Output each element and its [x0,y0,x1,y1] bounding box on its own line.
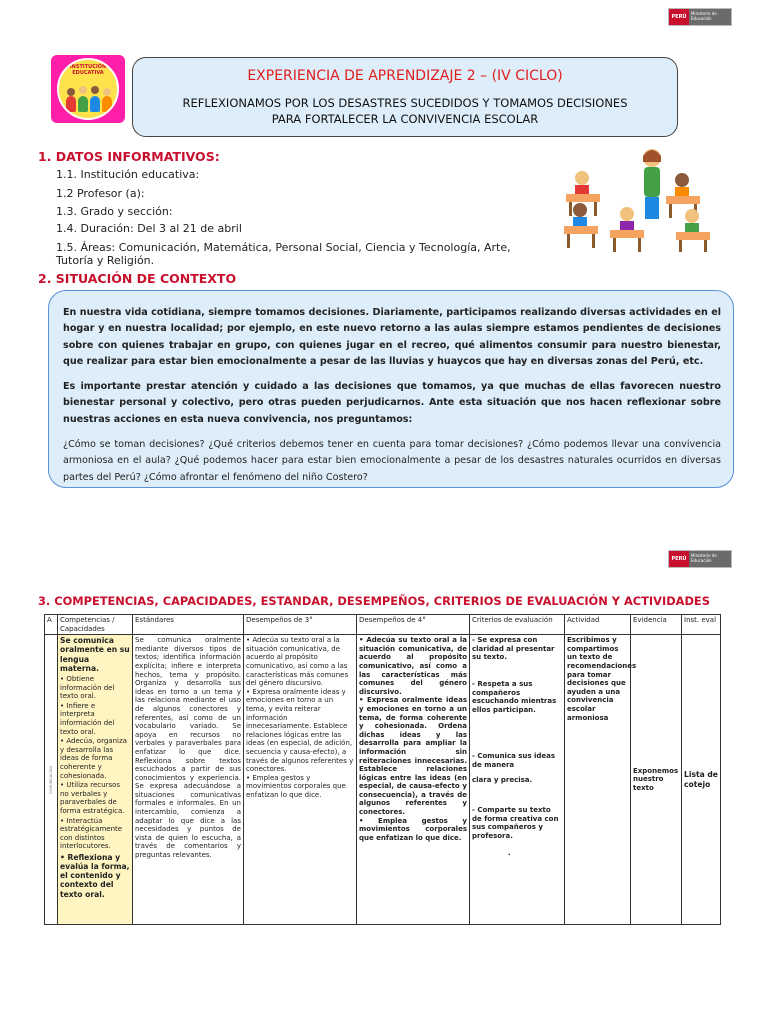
capacidad-item: • Infiere e interpreta información del texto oral. [60,701,115,736]
experience-subtitle [133,95,677,127]
school-badge-logo [51,55,125,123]
criterio-item: clara y precisa. [472,775,533,784]
col-header: Actividad [565,615,631,635]
col-header: Evidencia [631,615,682,635]
kid-head [67,88,75,96]
school-badge-circle [57,58,119,120]
kid-head [79,86,87,94]
context-paragraph-1: En nuestra vida cotidiana, siempre tomamos decisiones. Diariamente, participamos realizando diversas actividades en el hogar y en nuestra localidad; por ejemplo, en este nuevo retorno a las aulas siempre estamos pendientes de decisiones sobre con quienes trabajar en grupo, con quienes jugar en el recreo, qué alimentos consumir para nuestro bienestar, que realizar para estar bien emocionalmente a pesar de las lluvias y huaycos que hay en diversas zonas del Perú, etc. [63,307,721,367]
kid-figure [66,96,76,112]
ministry-logo-left: PERÚ [669,551,689,567]
desempeno-item: • Emplea gestos y movimientos corporales que enfatizan lo que dice. [359,816,467,842]
criterios-cell [470,635,565,925]
col-header: Desempeños de 4° [357,615,470,635]
evidencia-cell [631,635,682,925]
school-badge-text: INSTITUCIÓN EDUCATIVA [69,64,107,76]
ministry-logo-left: PERÚ [669,9,689,25]
criterio-item: - Se expresa con claridad al presentar su texto. [472,636,555,662]
criterio-item: - Respeta a sus compañeros escuchando mientras ellos participan. [472,679,557,714]
desempeno-4-cell [357,635,470,925]
capacidad-item: • Reflexiona y evalúa la forma, el contenido y contexto del texto oral. [60,852,130,899]
context-paragraph-2: Es importante prestar atención y cuidado a las decisiones que tomamos, ya que muchas de ellas favorecen nuestro bienestar personal y colectivo, pero otras pueden perjudicarnos. Ante esta situación que nos hacen reflexionar sobre nuestras acciones en esta nueva convivencia, nos preguntamos: [63,381,721,425]
estandar-cell [133,635,244,925]
competencia-name: Se comunica oralmente en su lengua materna. [60,636,130,673]
competencias-table [44,614,721,925]
datos-heading: 1. DATOS INFORMATIVOS: [38,149,220,164]
context-box [48,290,734,488]
datos-item: 1.4. Duración: Del 3 al 21 de abril [56,222,242,235]
instrumento-text: Lista de cotejo [684,770,718,789]
capacidad-item: • Adecúa, organiza y desarrolla las ideas de forma coherente y cohesionada. [60,737,127,780]
datos-item: 1.3. Grado y sección: [56,205,173,218]
ministry-logo-right: Ministerio de Educación [689,9,731,25]
context-paragraph-3: ¿Cómo se toman decisiones? ¿Qué criterios debemos tener en cuenta para tomar decisiones? ¿Cómo podemos llevar una convivencia armoniosa en el aula? ¿Qué podemos hacer para estar bien emocionalmente a pesar de los desastres naturales ocurridos en diversas partes del Perú? ¿Cómo afrontar el fenómeno del niño Costero? [63,439,721,483]
ministry-logo-right: Ministerio de Educación [689,551,731,567]
instrumento-cell [682,635,721,925]
ministry-logo [668,8,732,26]
col-header: A [45,615,58,635]
datos-item: 1.1. Institución educativa: [56,168,200,181]
desempeno-3-cell [244,635,357,925]
subtitle-line-2: PARA FORTALECER LA CONVIVENCIA ESCOLAR [271,112,539,126]
competencias-cell [58,635,133,925]
actividad-cell [565,635,637,925]
estandar-text: Se comunica oralmente mediante diversos tipos de textos; identifica información explícita; infiere e interpreta hechos, tema y propósito. Organiza y desarrolla sus ideas en torno a un tema y las relaciona mediante el uso de algunos conectores y referentes, así como de un vocabulario variado. Se apoya en recursos no verbales y paraverbales para enfatizar lo que dice. Reflexiona sobre textos escuchados a partir de sus conocimientos y experiencia. Se expresa adecuándose a situaciones comunicativas formales e informales. En un intercambio, comienza a adaptar lo que dice a las necesidades y puntos de vista de quien lo escucha, a través de comentarios y preguntas relevantes. [135,636,241,860]
kid-head [91,86,99,94]
header-title-box [132,57,678,137]
evidencia-text: Exponemos nuestro texto [633,766,679,792]
area-label: COMUNICACIÓN [49,765,53,794]
criterio-item: - Comparte su texto de forma creativa con sus compañeros y profesora. [472,806,559,840]
area-cell [45,635,58,925]
desempeno-item: • Adecúa su texto oral a la situación comunicativa, de acuerdo al propósito comunicativo, así como a las características más comunes del género discursivo. [246,636,349,688]
criterio-item: . [508,848,511,857]
experience-title: EXPERIENCIA DE APRENDIZAJE 2 – (IV CICLO) [247,68,563,84]
col-header: Desempeños de 3° [244,615,357,635]
ministry-logo-2 [668,550,732,568]
kid-head [103,88,111,96]
col-header: Criterios de evaluación [470,615,565,635]
datos-item: 1.2 Profesor (a): [56,187,145,200]
kid-figure [102,96,112,112]
situacion-heading: 2. SITUACIÓN DE CONTEXTO [38,271,237,286]
desempeno-item: • Emplea gestos y movimientos corporales que enfatizan lo que dice. [246,773,346,799]
actividad-text: Escribimos y compartimos un texto de recomendaciones para tomar decisiones que ayuden a una convivencia escolar armoniosa [567,636,637,722]
kid-figure [90,96,100,112]
capacidad-item: • Interactúa estratégicamente con distintos interlocutores. [60,816,123,851]
desempeno-item: • Adecúa su texto oral a la situación comunicativa, de acuerdo al propósito comunicativo, así como a las características más comunes del género discursivo. [359,636,467,696]
criterio-item: - Comunica sus ideas de manera [472,752,556,769]
capacidad-item: • Obtiene información del texto oral. [60,675,115,701]
desempeno-item: • Expresa oralmente ideas y emociones en torno a un tema, de forma coherente y cohesionada. Ordena dichas ideas y las desarrolla para ampliar la información sin reiteraciones innecesarias. Establece relaciones lógicas entre las ideas (en especial, de causa-efecto y consecuencia), a través de algunos referentes y conectores. [359,696,467,817]
subtitle-line-1: REFLEXIONAMOS POR LOS DESASTRES SUCEDIDOS Y TOMAMOS DECISIONES [182,96,628,110]
datos-item: 1.5. Áreas: Comunicación, Matemática, Personal Social, Ciencia y Tecnología, Arte, [56,241,511,254]
competencias-heading: 3. COMPETENCIAS, CAPACIDADES, ESTANDAR, DESEMPEÑOS, CRITERIOS DE EVALUACIÓN Y ACTIVIDADES [38,594,710,608]
table-row [45,635,721,925]
classroom-illustration [552,142,722,254]
col-header: Inst. eval [682,615,721,635]
desempeno-item: • Expresa oralmente ideas y emociones en torno a un tema, y evita reiterar información innecesariamente. Establece relaciones lógicas entre las ideas (en especial, de adición, secuencia y causa-efecto), a través de algunos referentes y conectores. [246,687,354,774]
col-header: Estándares [133,615,244,635]
table-header-row [45,615,721,635]
col-header: Competencias / Capacidades [58,615,133,635]
kid-figure [78,96,88,112]
capacidad-item: • Utiliza recursos no verbales y paraverbales de forma estratégica. [60,781,125,815]
datos-item: Tutoría y Religión. [56,254,155,267]
